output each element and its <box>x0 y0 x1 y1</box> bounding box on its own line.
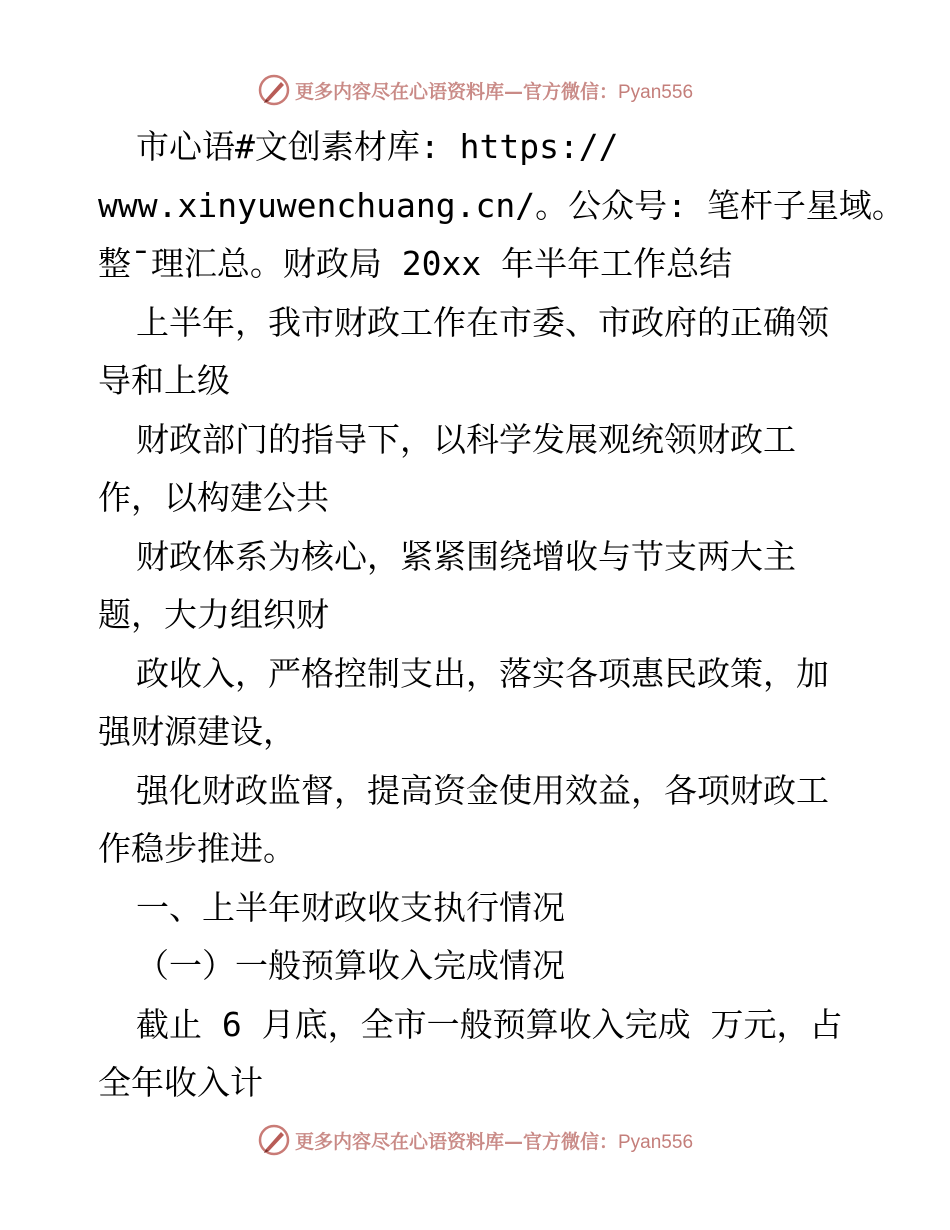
section-heading: 一、上半年财政收支执行情况 <box>136 887 565 927</box>
text-line: 政收入，严格控制支出，落实各项惠民政策，加 <box>136 653 829 693</box>
document-body <box>98 118 905 1113</box>
banner-text <box>295 1127 693 1154</box>
subsection-heading: （一）一般预算收入完成情况 <box>136 946 565 985</box>
text-line: 强财源建设， <box>98 712 296 751</box>
text-line: 强化财政监督，提高资金使用效益，各项财政工 <box>136 770 829 810</box>
banner-text-cn: 更多内容尽在心语资料库—官方微信： <box>294 80 618 103</box>
banner-text-wechat-id: Pyan556 <box>618 81 694 103</box>
quill-logo-icon <box>257 73 291 107</box>
text-line: 市心语#文创素材库: https:// <box>136 127 619 166</box>
text-line: 作稳步推进。 <box>98 829 296 868</box>
text-line: www.xinyuwenchuang.cn/。公众号: 笔杆子星域。 <box>98 185 905 225</box>
header-banner <box>0 70 950 110</box>
text-line: 整¯理汇总。财政局 20xx 年半年工作总结 <box>98 244 733 283</box>
footer-banner <box>0 1120 950 1160</box>
banner-text <box>295 77 693 104</box>
text-line: 财政体系为核心，紧紧围绕增收与节支两大主 <box>136 536 796 576</box>
text-line: 题，大力组织财 <box>98 595 329 634</box>
text-line: 导和上级 <box>98 361 230 400</box>
text-line: 上半年，我市财政工作在市委、市政府的正确领 <box>136 302 829 342</box>
quill-logo-icon <box>257 1123 291 1157</box>
text-line: 全年收入计 <box>98 1063 263 1102</box>
text-line: 财政部门的指导下，以科学发展观统领财政工 <box>136 419 796 459</box>
banner-text-wechat-id: Pyan556 <box>618 1131 694 1153</box>
banner-text-cn: 更多内容尽在心语资料库—官方微信： <box>294 1130 618 1153</box>
text-line: 作，以构建公共 <box>98 478 329 517</box>
text-line: 截止 6 月底，全市一般预算收入完成 万元，占 <box>136 1004 843 1044</box>
